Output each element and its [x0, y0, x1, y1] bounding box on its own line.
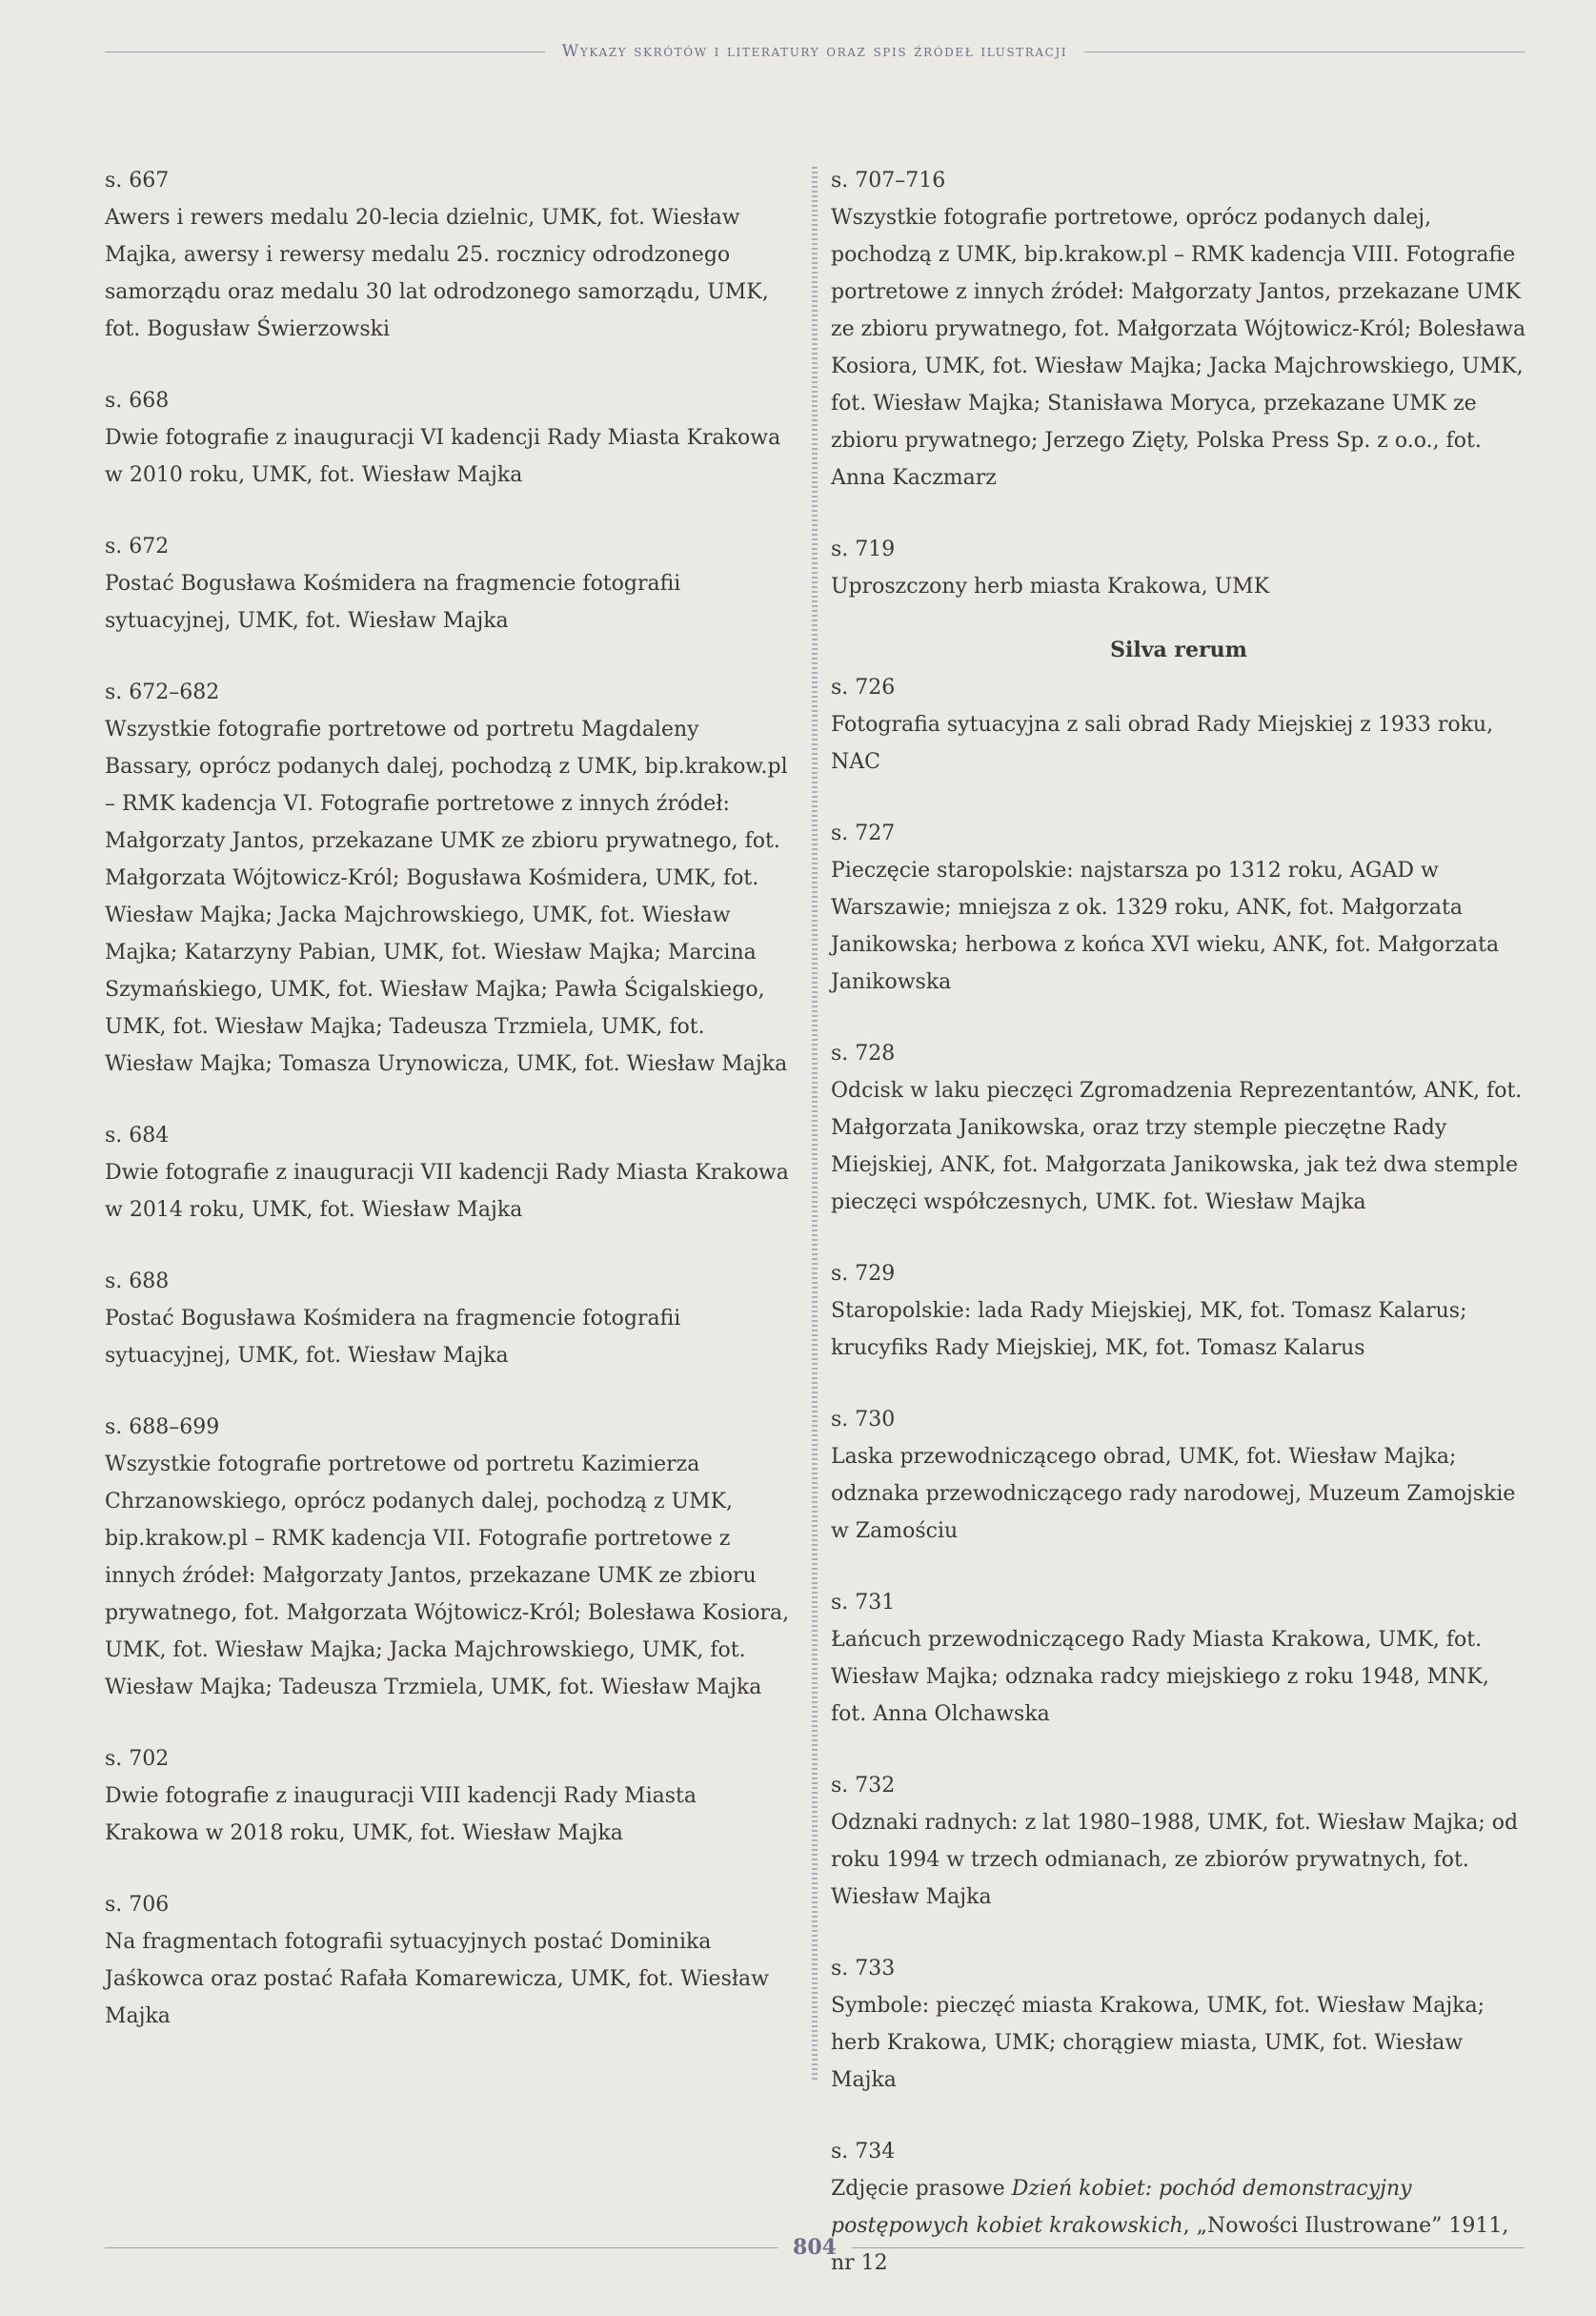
entry [105, 528, 791, 640]
header-title: Wykazy skrótów i literatury oraz spis źródeł ilustracji [561, 42, 1068, 61]
entry-page: s. 684 [105, 1124, 170, 1148]
running-header [105, 32, 1525, 71]
entry [105, 1263, 791, 1374]
entry [105, 1409, 791, 1706]
entry-page: s. 702 [105, 1747, 170, 1771]
entry-page: s. 731 [831, 1591, 896, 1615]
entry-text: Awers i rewers medalu 20-lecia dzielnic, UMK, fot. Wiesław Majka, awersy i rewersy medalu 25. rocznicy odrodzonego samorządu oraz medalu 30 lat odrodzonego samorządu, UMK, fot. Bogusław Świerzowski [105, 206, 769, 341]
entry [831, 531, 1526, 605]
entry-page: s. 672 [105, 535, 170, 559]
entry-page: s. 672–682 [105, 681, 220, 704]
entry-text: Pieczęcie staropolskie: najstarsza po 1312 roku, AGAD w Warszawie; mniejsza z ok. 1329 roku, ANK, fot. Małgorzata Janikowska; herbowa z końca XVI wieku, ANK, fot. Małgorzata Janikowska [831, 859, 1500, 994]
section-title: Silva rerum [1110, 638, 1247, 662]
entry-page: s. 733 [831, 1957, 896, 1981]
entry [831, 1767, 1526, 1916]
entry-text: Odznaki radnych: z lat 1980–1988, UMK, fot. Wiesław Majka; od roku 1994 w trzech odmianach, ze zbiorów prywatnych, fot. Wiesław Majka [831, 1811, 1519, 1909]
entry-page: s. 668 [105, 389, 170, 413]
entry-page: s. 727 [831, 822, 896, 845]
left-column [105, 162, 791, 2069]
entry-text-suffix: , „Nowości Ilustrowane” 1911, nr 12 [831, 2214, 1509, 2275]
entry-page: s. 730 [831, 1408, 896, 1432]
entry [831, 815, 1526, 1001]
entry-text: Fotografia sytuacyjna z sali obrad Rady Miejskiej z 1933 roku, NAC [831, 713, 1494, 774]
entry-text: Postać Bogusława Kośmidera na fragmencie fotografii sytuacyjnej, UMK, fot. Wiesław Majka [105, 572, 681, 633]
entry-page: s. 719 [831, 538, 896, 561]
entry-text: Wszystkie fotografie portretowe od portretu Magdaleny Bassary, oprócz podanych dalej, pochodzą z UMK, bip.krakow.pl – RMK kadencja VI. Fotografie portretowe z innych źródeł: Małgorzaty Jantos, przekazane UMK ze zbioru prywatnego, fot. Małgorzata Wójtowicz-Król; Bogusława Kośmidera, UMK, fot. Wiesław Majka; Jacka Majchrowskiego, UMK, fot. Wiesław Majka; Katarzyny Pabian, UMK, fot. Wiesław Majka; Marcina Szymańskiego, UMK, fot. Wiesław Majka; Pawła Ścigalskiego, UMK, fot. Wiesław Majka; Tadeusza Trzmiela, UMK, fot. Wiesław Majka; Tomasza Urynowicza, UMK, fot. Wiesław Majka [105, 718, 788, 1076]
entry-text: Dwie fotografie z inauguracji VIII kadencji Rady Miasta Krakowa w 2018 roku, UMK, fot. Wiesław Majka [105, 1784, 697, 1845]
entry [105, 382, 791, 494]
entry-page: s. 726 [831, 676, 896, 700]
footer-rule-left [105, 2247, 778, 2248]
entry-text: Dwie fotografie z inauguracji VII kadencji Rady Miasta Krakowa w 2014 roku, UMK, fot. Wiesław Majka [105, 1161, 789, 1222]
entry-text: Staropolskie: lada Rady Miejskiej, MK, fot. Tomasz Kalarus; krucyfiks Rady Miejskiej, MK, fot. Tomasz Kalarus [831, 1299, 1467, 1360]
entry [105, 674, 791, 1083]
entry [105, 1886, 791, 2035]
entry-page: s. 734 [831, 2140, 896, 2164]
entry-text-prefix: Zdjęcie prasowe [831, 2177, 1012, 2201]
entry [831, 669, 1526, 781]
page-number: 804 [793, 2235, 837, 2260]
entry-page: s. 706 [105, 1893, 170, 1917]
header-rule-left [105, 51, 545, 52]
entry-text: Postać Bogusława Kośmidera na fragmencie fotografii sytuacyjnej, UMK, fot. Wiesław Majka [105, 1307, 681, 1368]
entry [105, 1740, 791, 1852]
press-photo-title: Dzień kobiet: pochód demonstracyjny postępowych kobiet krakowskich [831, 2177, 1412, 2238]
entry-page: s. 729 [831, 1262, 896, 1286]
entry-page: s. 707–716 [831, 169, 946, 193]
entry [105, 162, 791, 348]
entry-text: Symbole: pieczęć miasta Krakowa, UMK, fot. Wiesław Majka; herb Krakowa, UMK; chorągiew miasta, UMK, fot. Wiesław Majka [831, 1994, 1485, 2092]
entry [831, 1950, 1526, 2099]
entry [105, 1117, 791, 1229]
entry-text: Wszystkie fotografie portretowe od portretu Kazimierza Chrzanowskiego, oprócz podanych dalej, pochodzą z UMK, bip.krakow.pl – RMK kadencja VII. Fotografie portretowe z innych źródeł: Małgorzaty Jantos, przekazane UMK ze zbioru prywatnego, fot. Małgorzata Wójtowicz-Król; Bolesława Kosiora, UMK, fot. Wiesław Majka; Jacka Majchrowskiego, UMK, fot. Wiesław Majka; Tadeusza Trzmiela, UMK, fot. Wiesław Majka [105, 1453, 790, 1699]
entry-text: Wszystkie fotografie portretowe, oprócz podanych dalej, pochodzą z UMK, bip.krakow.pl – RMK kadencja VIII. Fotografie portretowe z innych źródeł: Małgorzaty Jantos, przekazane UMK ze zbioru prywatnego, fot. Małgorzata Wójtowicz-Król; Bolesława Kosiora, UMK, fot. Wiesław Majka; Jacka Majchrowskiego, UMK, fot. Wiesław Majka; Stanisława Moryca, przekazane UMK ze zbioru prywatnego; Jerzego Zięty, Polska Press Sp. z o.o., fot. Anna Kaczmarz [831, 206, 1526, 490]
entry [831, 162, 1526, 497]
entry-page: s. 688–699 [105, 1415, 220, 1439]
footer-rule-right [852, 2247, 1525, 2248]
entry [831, 1035, 1526, 1221]
entry [831, 1584, 1526, 1733]
entry-text: Dwie fotografie z inauguracji VI kadencji Rady Miasta Krakowa w 2010 roku, UMK, fot. Wiesław Majka [105, 426, 781, 487]
column-divider [812, 167, 818, 2082]
entry-page: s. 667 [105, 169, 170, 193]
entry [831, 1401, 1526, 1550]
entry-page: s. 688 [105, 1270, 170, 1293]
entry [831, 1255, 1526, 1367]
entry-text: Uproszczony herb miasta Krakowa, UMK [831, 575, 1270, 599]
entry-text: Łańcuch przewodniczącego Rady Miasta Krakowa, UMK, fot. Wiesław Majka; odznaka radcy miejskiego z roku 1948, MNK, fot. Anna Olchawska [831, 1628, 1489, 1726]
entry-page: s. 728 [831, 1042, 896, 1066]
entry-text: Odcisk w laku pieczęci Zgromadzenia Reprezentantów, ANK, fot. Małgorzata Janikowska, oraz trzy stemple pieczętne Rady Miejskiej, ANK, fot. Małgorzata Janikowska, jak też dwa stemple pieczęci współczesnych, UMK. fot. Wiesław Majka [831, 1079, 1523, 1214]
entry-text: Na fragmentach fotografii sytuacyjnych postać Dominika Jaśkowca oraz postać Rafała Komarewicza, UMK, fot. Wiesław Majka [105, 1930, 769, 2028]
footer [105, 2228, 1525, 2266]
entry-text: Laska przewodniczącego obrad, UMK, fot. Wiesław Majka; odznaka przewodniczącego rady narodowej, Muzeum Zamojskie w Zamościu [831, 1445, 1516, 1543]
header-rule-right [1084, 51, 1525, 52]
right-column [831, 162, 1526, 2316]
entry-page: s. 732 [831, 1774, 896, 1798]
